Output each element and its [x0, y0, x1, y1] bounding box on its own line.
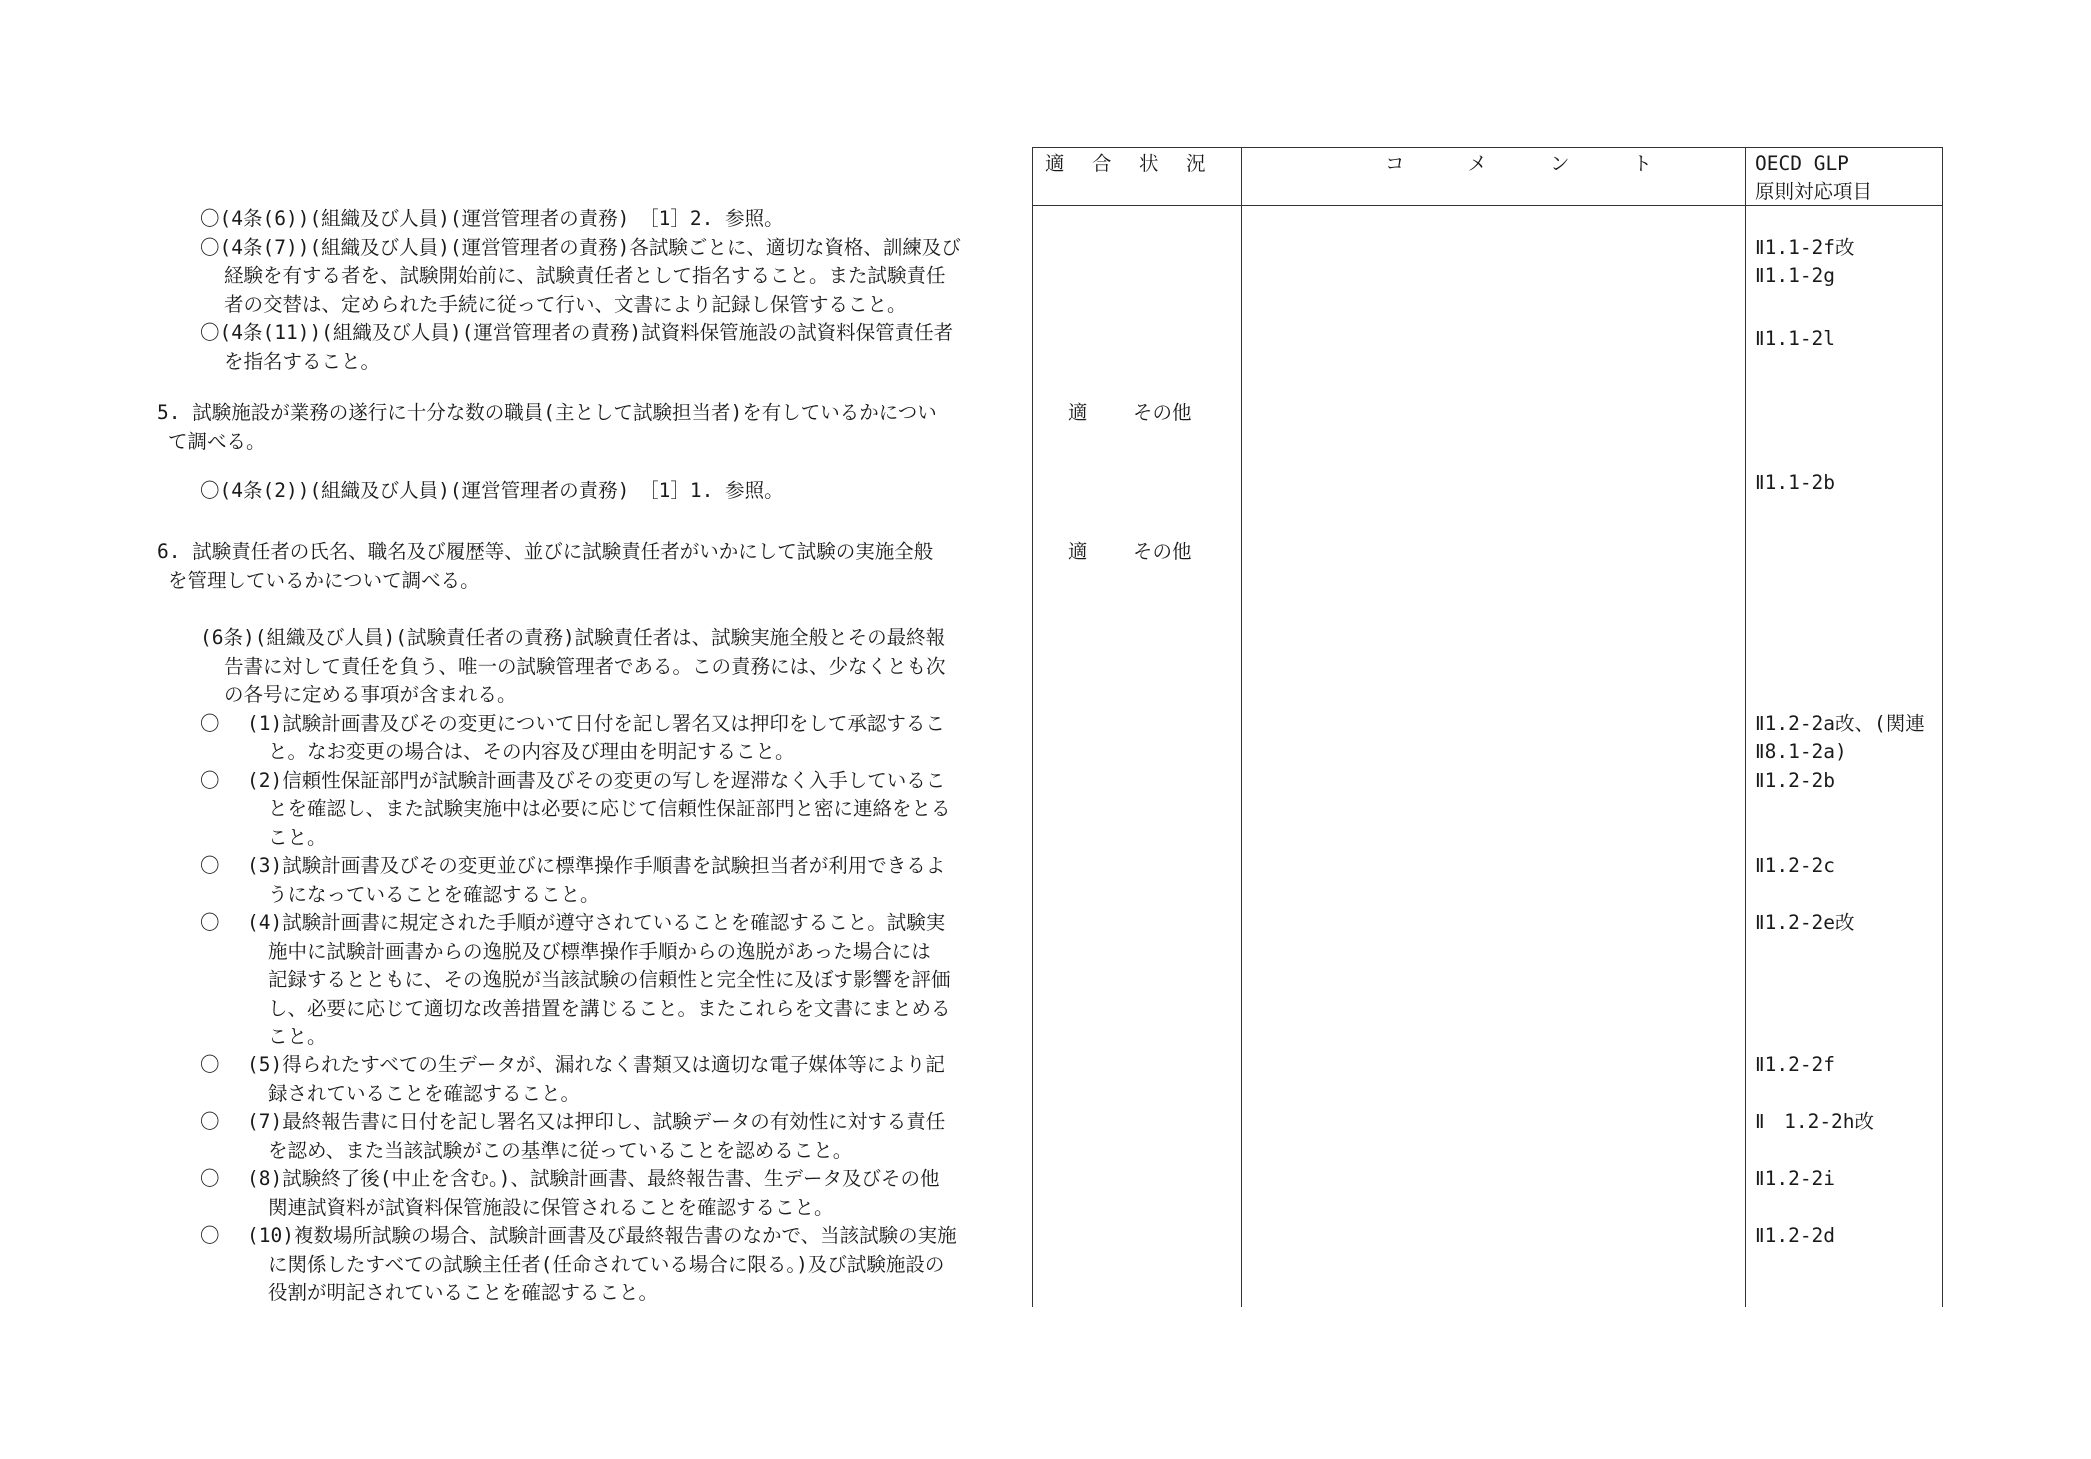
body-line: こと。	[268, 1025, 327, 1048]
body-line: (8)試験終了後(中止を含む。)、試験計画書、最終報告書、生データ及びその他	[247, 1167, 940, 1190]
body-line: て調べる。	[168, 430, 266, 453]
body-line: うになっていることを確認すること。	[268, 883, 600, 906]
oecd-ref: Ⅱ1.2-2a改、(関連	[1755, 712, 1925, 735]
body-line: 〇(4条(11))(組織及び人員)(運営管理者の責務)試資料保管施設の試資料保管責任者	[200, 321, 954, 344]
body-line: に関係したすべての試験主任者(任命されている場合に限る。)及び試験施設の	[268, 1253, 945, 1276]
body-line: 録されていることを確認すること。	[268, 1082, 581, 1105]
header-status: 適 合 状 況	[1045, 152, 1210, 175]
oecd-ref: Ⅱ 1.2-2h改	[1755, 1110, 1875, 1133]
oecd-ref: Ⅱ1.1-2b	[1755, 471, 1836, 494]
column-divider-4	[1942, 147, 1943, 1307]
section-heading: 6. 試験責任者の氏名、職名及び履歴等、並びに試験責任者がいかにして試験の実施全般	[157, 540, 934, 563]
column-divider-1	[1032, 147, 1033, 1307]
body-line: 施中に試験計画書からの逸脱及び標準操作手順からの逸脱があった場合には	[268, 940, 931, 963]
item-marker: 〇	[200, 1053, 220, 1076]
body-line: (3)試験計画書及びその変更並びに標準操作手順書を試験担当者が利用できるよ	[247, 854, 946, 877]
body-line: と。なお変更の場合は、その内容及び理由を明記すること。	[268, 740, 795, 763]
item-marker: 〇	[200, 1224, 220, 1247]
body-line: を指名すること。	[224, 350, 381, 373]
body-line: (1)試験計画書及びその変更について日付を記し署名又は押印をして承認するこ	[247, 712, 945, 735]
item-marker: 〇	[200, 1167, 220, 1190]
oecd-ref: Ⅱ1.2-2d	[1755, 1224, 1836, 1247]
oecd-ref: Ⅱ1.1-2l	[1755, 327, 1836, 350]
column-divider-2	[1241, 147, 1242, 1307]
body-line: 〇(4条(7))(組織及び人員)(運営管理者の責務)各試験ごとに、適切な資格、訓練及び	[200, 236, 961, 259]
oecd-ref: Ⅱ1.2-2f	[1755, 1053, 1836, 1076]
body-line: (7)最終報告書に日付を記し署名又は押印し、試験データの有効性に対する責任	[247, 1110, 946, 1133]
body-line: の各号に定める事項が含まれる。	[224, 683, 517, 706]
status-conforming: 適	[1068, 540, 1088, 563]
body-line: (4)試験計画書に規定された手順が遵守されていることを確認すること。試験実	[247, 911, 946, 934]
table-top-border	[1032, 147, 1942, 148]
body-line: を認め、また当該試験がこの基準に従っていることを認めること。	[268, 1139, 853, 1162]
item-marker: 〇	[200, 854, 220, 877]
body-line: 告書に対して責任を負う、唯一の試験管理者である。この責務には、少なくとも次	[224, 655, 946, 678]
oecd-ref: Ⅱ1.2-2c	[1755, 854, 1836, 877]
item-marker: 〇	[200, 769, 220, 792]
header-comment: コ メ ン ト	[1385, 152, 1661, 175]
status-other: その他	[1133, 401, 1192, 424]
body-line: し、必要に応じて適切な改善措置を講じること。またこれらを文書にまとめる	[268, 997, 951, 1020]
section-heading: 5. 試験施設が業務の遂行に十分な数の職員(主として試験担当者)を有しているかについ	[157, 401, 937, 424]
oecd-ref: Ⅱ1.1-2f改	[1755, 236, 1855, 259]
item-marker: 〇	[200, 1110, 220, 1133]
status-other: その他	[1133, 540, 1192, 563]
body-line: 〇(4条(2))(組織及び人員)(運営管理者の責務) ［1］1. 参照。	[200, 479, 784, 502]
body-line: (2)信頼性保証部門が試験計画書及びその変更の写しを遅滞なく入手しているこ	[247, 769, 946, 792]
status-conforming: 適	[1068, 401, 1088, 424]
body-line: 経験を有する者を、試験開始前に、試験責任者として指名すること。また試験責任	[224, 264, 946, 287]
oecd-ref: Ⅱ8.1-2a)	[1755, 740, 1847, 763]
oecd-ref: Ⅱ1.2-2i	[1755, 1167, 1836, 1190]
item-marker: 〇	[200, 712, 220, 735]
oecd-ref: Ⅱ1.1-2g	[1755, 264, 1836, 287]
item-marker: 〇	[200, 911, 220, 934]
column-divider-3	[1745, 147, 1746, 1307]
body-line: 記録するとともに、その逸脱が当該試験の信頼性と完全性に及ぼす影響を評価	[268, 968, 951, 991]
header-oecd-line1: OECD GLP	[1755, 152, 1849, 175]
oecd-ref: Ⅱ1.2-2e改	[1755, 911, 1855, 934]
body-line: (10)複数場所試験の場合、試験計画書及び最終報告書のなかで、当該試験の実施	[247, 1224, 957, 1247]
header-oecd-line2: 原則対応項目	[1755, 180, 1873, 203]
body-line: 〇(4条(6))(組織及び人員)(運営管理者の責務) ［1］2. 参照。	[200, 207, 784, 230]
body-line: こと。	[268, 826, 327, 849]
body-line: (5)得られたすべての生データが、漏れなく書類又は適切な電子媒体等により記	[247, 1053, 945, 1076]
body-line: とを確認し、また試験実施中は必要に応じて信頼性保証部門と密に連絡をとる	[268, 797, 951, 820]
body-line: 関連試資料が試資料保管施設に保管されることを確認すること。	[268, 1196, 834, 1219]
oecd-ref: Ⅱ1.2-2b	[1755, 769, 1836, 792]
body-line: (6条)(組織及び人員)(試験責任者の責務)試験責任者は、試験実施全般とその最終報	[200, 626, 946, 649]
body-line: を管理しているかについて調べる。	[168, 569, 480, 592]
body-line: 役割が明記されていることを確認すること。	[268, 1281, 659, 1304]
body-line: 者の交替は、定められた手続に従って行い、文書により記録し保管すること。	[224, 293, 907, 316]
